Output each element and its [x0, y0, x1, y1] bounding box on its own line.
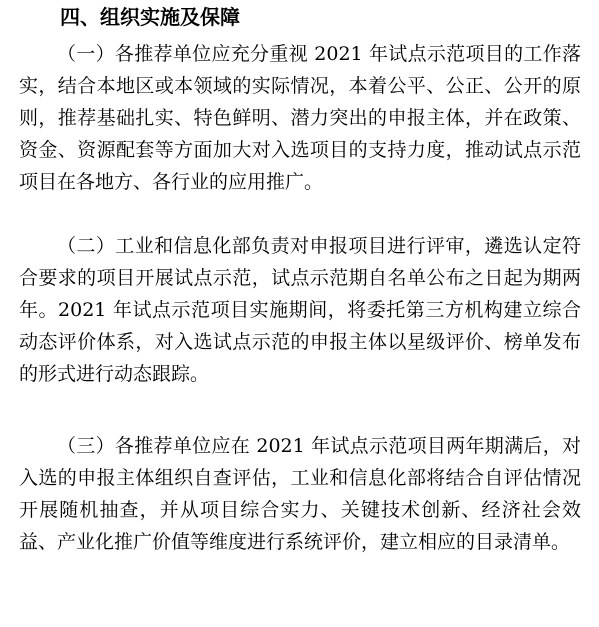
paragraph-1: （一）各推荐单位应充分重视 2021 年试点示范项目的工作落实，结合本地区或本领域的实际情况，本着公平、公正、公开的原则，推荐基础扎实、特色鲜明、潜力突出的申报主体，并在政策、资金、资源配套等方面加大对入选项目的支持力度，推动试点示范项目在各地方、各行业的应用推广。: [19, 43, 581, 193]
paragraph-2: （二）工业和信息化部负责对申报项目进行评审，遴选认定符合要求的项目开展试点示范，试点示范期自名单公布之日起为期两年。2021 年试点示范项目实施期间，将委托第三方机构建立综合动态评价体系，对入选试点示范的申报主体以星级评价、榜单发布的形式进行动态跟踪。: [19, 235, 581, 385]
paragraph-3: （三）各推荐单位应在 2021 年试点示范项目两年期满后，对入选的申报主体组织自查评估，工业和信息化部将结合自评估情况开展随机抽查，并从项目综合实力、关键技术创新、经济社会效益、产业化推广价值等维度进行系统评价，建立相应的目录清单。: [19, 435, 581, 553]
section-heading: 四、组织实施及保障: [60, 5, 240, 29]
